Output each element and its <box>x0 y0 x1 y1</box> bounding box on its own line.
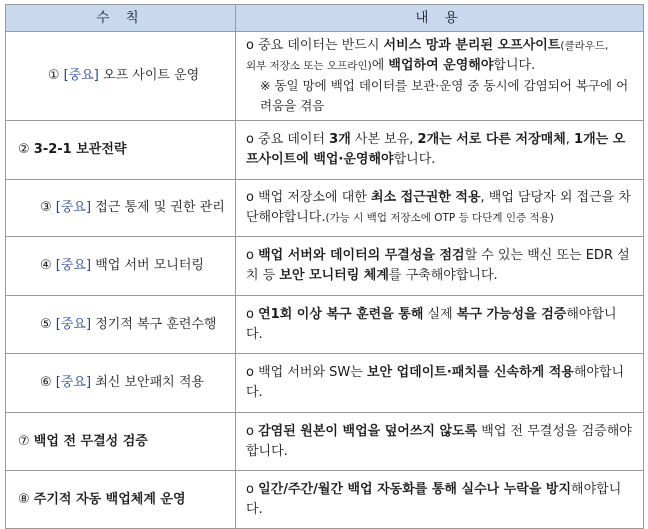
rule-number: ⑤ <box>40 316 52 332</box>
rule-content: o 연1회 이상 복구 훈련을 통해 실제 복구 가능성을 검증해야합니다. <box>236 296 644 354</box>
rule-title <box>6 237 236 296</box>
rule-number: ③ <box>40 200 52 215</box>
important-tag: [중요] <box>55 200 92 215</box>
header-content: 내 용 <box>236 5 644 32</box>
important-tag: [중요] <box>55 375 92 390</box>
table-row <box>6 413 644 471</box>
rule-title <box>6 32 236 121</box>
table-row <box>6 354 644 413</box>
rule-title-text: 최신 보안패치 적용 <box>95 375 204 390</box>
rule-number: ④ <box>40 258 52 273</box>
rule-content: o 백업 서버와 데이터의 무결성을 점검할 수 있는 백신 또는 EDR 설치 등 보안 모니터링 체계를 구축해야합니다. <box>236 237 644 296</box>
table-row <box>6 180 644 237</box>
rule-title-text: 정기적 복구 훈련수행 <box>95 316 217 332</box>
important-tag: [중요] <box>55 316 92 332</box>
table-row <box>6 121 644 180</box>
table-row <box>6 471 644 529</box>
rule-title-text: 백업 전 무결성 검증 <box>33 433 148 449</box>
table-header-row <box>6 5 644 32</box>
rule-title-text: 주기적 자동 백업체계 운영 <box>33 491 186 507</box>
important-tag: [중요] <box>55 258 92 273</box>
note-text: ※ 동일 망에 백업 데이터를 보관·운영 중 동시에 감염되어 복구에 어려움을 겪음 <box>260 78 629 113</box>
rule-title <box>6 121 236 180</box>
rule-title <box>6 413 236 471</box>
rule-content: o 일간/주간/월간 백업 자동화를 통해 실수나 누락을 방지해야합니다. <box>236 471 644 529</box>
rule-title-text: 백업 서버 모니터링 <box>95 258 204 273</box>
rule-number: ① <box>47 68 60 83</box>
header-rule: 수 칙 <box>6 5 236 32</box>
rule-title <box>6 354 236 413</box>
rule-content: o 백업 저장소에 대한 최소 접근권한 적용, 백업 담당자 외 접근을 차단해야합니다.(가능 시 백업 저장소에 OTP 등 다단계 인증 적용) <box>236 180 644 237</box>
table-row <box>6 32 644 121</box>
backup-rules-table <box>5 4 644 529</box>
rule-content: o 백업 서버와 SW는 보안 업데이트·패치를 신속하게 적용해야합니다. <box>236 354 644 413</box>
rule-content: o 중요 데이터 3개 사본 보유, 2개는 서로 다른 저장매체, 1개는 오프사이트에 백업·운영해야합니다. <box>236 121 644 180</box>
table-row <box>6 237 644 296</box>
rule-number: ⑦ <box>18 433 30 449</box>
rule-title <box>6 296 236 354</box>
important-tag: [중요] <box>63 68 99 83</box>
rule-title <box>6 471 236 529</box>
rule-title-text: 3-2-1 보관전략 <box>33 142 127 157</box>
table-row <box>6 296 644 354</box>
rule-title-text: 접근 통제 및 권한 관리 <box>95 200 225 215</box>
rule-number: ② <box>18 142 30 157</box>
rule-number: ⑥ <box>40 375 52 390</box>
rule-content: o 감염된 원본이 백업을 덮어쓰지 않도록 백업 전 무결성을 검증해야합니다. <box>236 413 644 471</box>
rule-title <box>6 180 236 237</box>
rule-title-text: 오프 사이트 운영 <box>103 68 200 83</box>
rule-content: o 중요 데이터는 반드시 서비스 망과 분리된 오프사이트(클라우드, 외부 저장소 또는 오프라인)에 백업하여 운영해야합니다. ※ 동일 망에 백업 데이터를 보관·운영 중 동시에 감염되어 복구에 어려움을 겪음 <box>236 32 644 121</box>
rule-number: ⑧ <box>18 491 30 507</box>
